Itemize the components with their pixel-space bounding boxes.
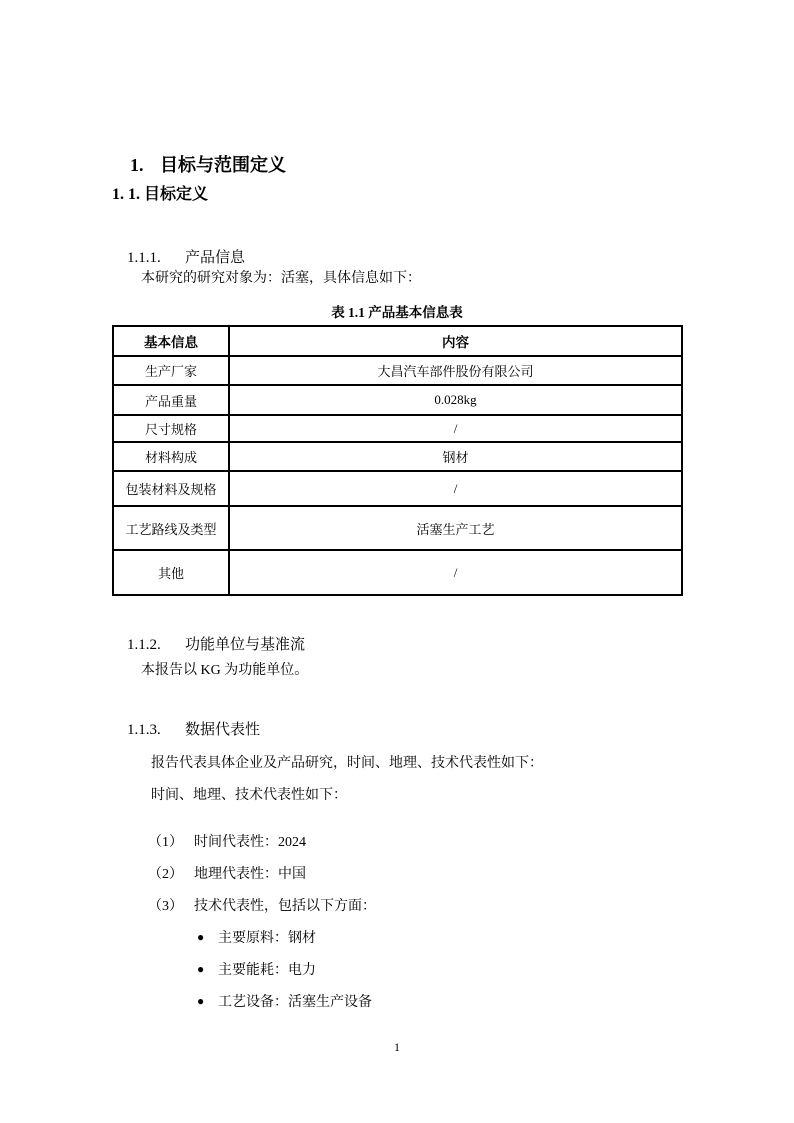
paragraph-study-object: 本研究的研究对象为：活塞，具体信息如下： [141, 271, 421, 286]
page-number: 1 [394, 1040, 400, 1054]
row-label: 产品重量 [113, 385, 229, 415]
row-label: 材料构成 [113, 442, 229, 471]
bullet-text: 主要能耗：电力 [218, 963, 316, 978]
bullet-icon: ● [197, 994, 205, 1008]
table-header-row [113, 326, 682, 356]
heading-title: 数据代表性 [185, 722, 261, 738]
list-item-marker: （3） [148, 899, 183, 914]
list-item-text: 技术代表性，包括以下方面： [194, 899, 376, 914]
row-value: 活塞生产工艺 [229, 506, 682, 550]
table-row [113, 415, 682, 442]
heading-title: 目标与范围定义 [160, 155, 286, 175]
paragraph-functional-unit: 本报告以 KG 为功能单位。 [141, 663, 309, 678]
bullet-item-equipment [183, 975, 372, 1027]
list-item-text: 时间代表性：2024 [194, 835, 306, 850]
table-row [113, 442, 682, 471]
table-row [113, 550, 682, 595]
row-label: 工艺路线及类型 [113, 506, 229, 550]
heading-number: 1.1.2. [127, 637, 161, 653]
heading-goal-definition: 1. 1. 目标定义 [112, 186, 209, 203]
paragraph-representativeness-sub: 时间、地理、技术代表性如下： [151, 788, 347, 803]
table-row [113, 356, 682, 385]
row-value: 大昌汽车部件股份有限公司 [229, 356, 682, 385]
table-row [113, 471, 682, 506]
bullet-text: 工艺设备：活塞生产设备 [218, 995, 372, 1010]
row-value: / [229, 471, 682, 506]
list-item-marker: （1） [148, 835, 183, 850]
table-header-basic-info: 基本信息 [113, 326, 229, 356]
heading-number: 1. [130, 155, 144, 175]
bullet-icon: ● [197, 962, 205, 976]
row-value: 钢材 [229, 442, 682, 471]
table-caption: 表 1.1 产品基本信息表 [331, 305, 463, 320]
row-label: 包装材料及规格 [113, 471, 229, 506]
table-row [113, 385, 682, 415]
row-label: 其他 [113, 550, 229, 595]
bullet-icon: ● [197, 930, 205, 944]
product-info-table [112, 325, 683, 596]
paragraph-representativeness-intro: 报告代表具体企业及产品研究，时间、地理、技术代表性如下： [151, 756, 543, 771]
heading-number: 1.1.1. [127, 250, 161, 266]
heading-number: 1.1.3. [127, 722, 161, 738]
heading-title: 功能单位与基准流 [185, 637, 306, 653]
table-row [113, 506, 682, 550]
list-item-marker: （2） [148, 867, 183, 882]
heading-title: 产品信息 [185, 250, 246, 266]
bullet-text: 主要原料：钢材 [218, 931, 316, 946]
table-header-content: 内容 [229, 326, 682, 356]
row-value: 0.028kg [229, 385, 682, 415]
row-value: / [229, 415, 682, 442]
row-value: / [229, 550, 682, 595]
row-label: 尺寸规格 [113, 415, 229, 442]
heading-data-representativeness [112, 701, 260, 756]
row-label: 生产厂家 [113, 356, 229, 385]
list-item-text: 地理代表性：中国 [194, 867, 306, 882]
